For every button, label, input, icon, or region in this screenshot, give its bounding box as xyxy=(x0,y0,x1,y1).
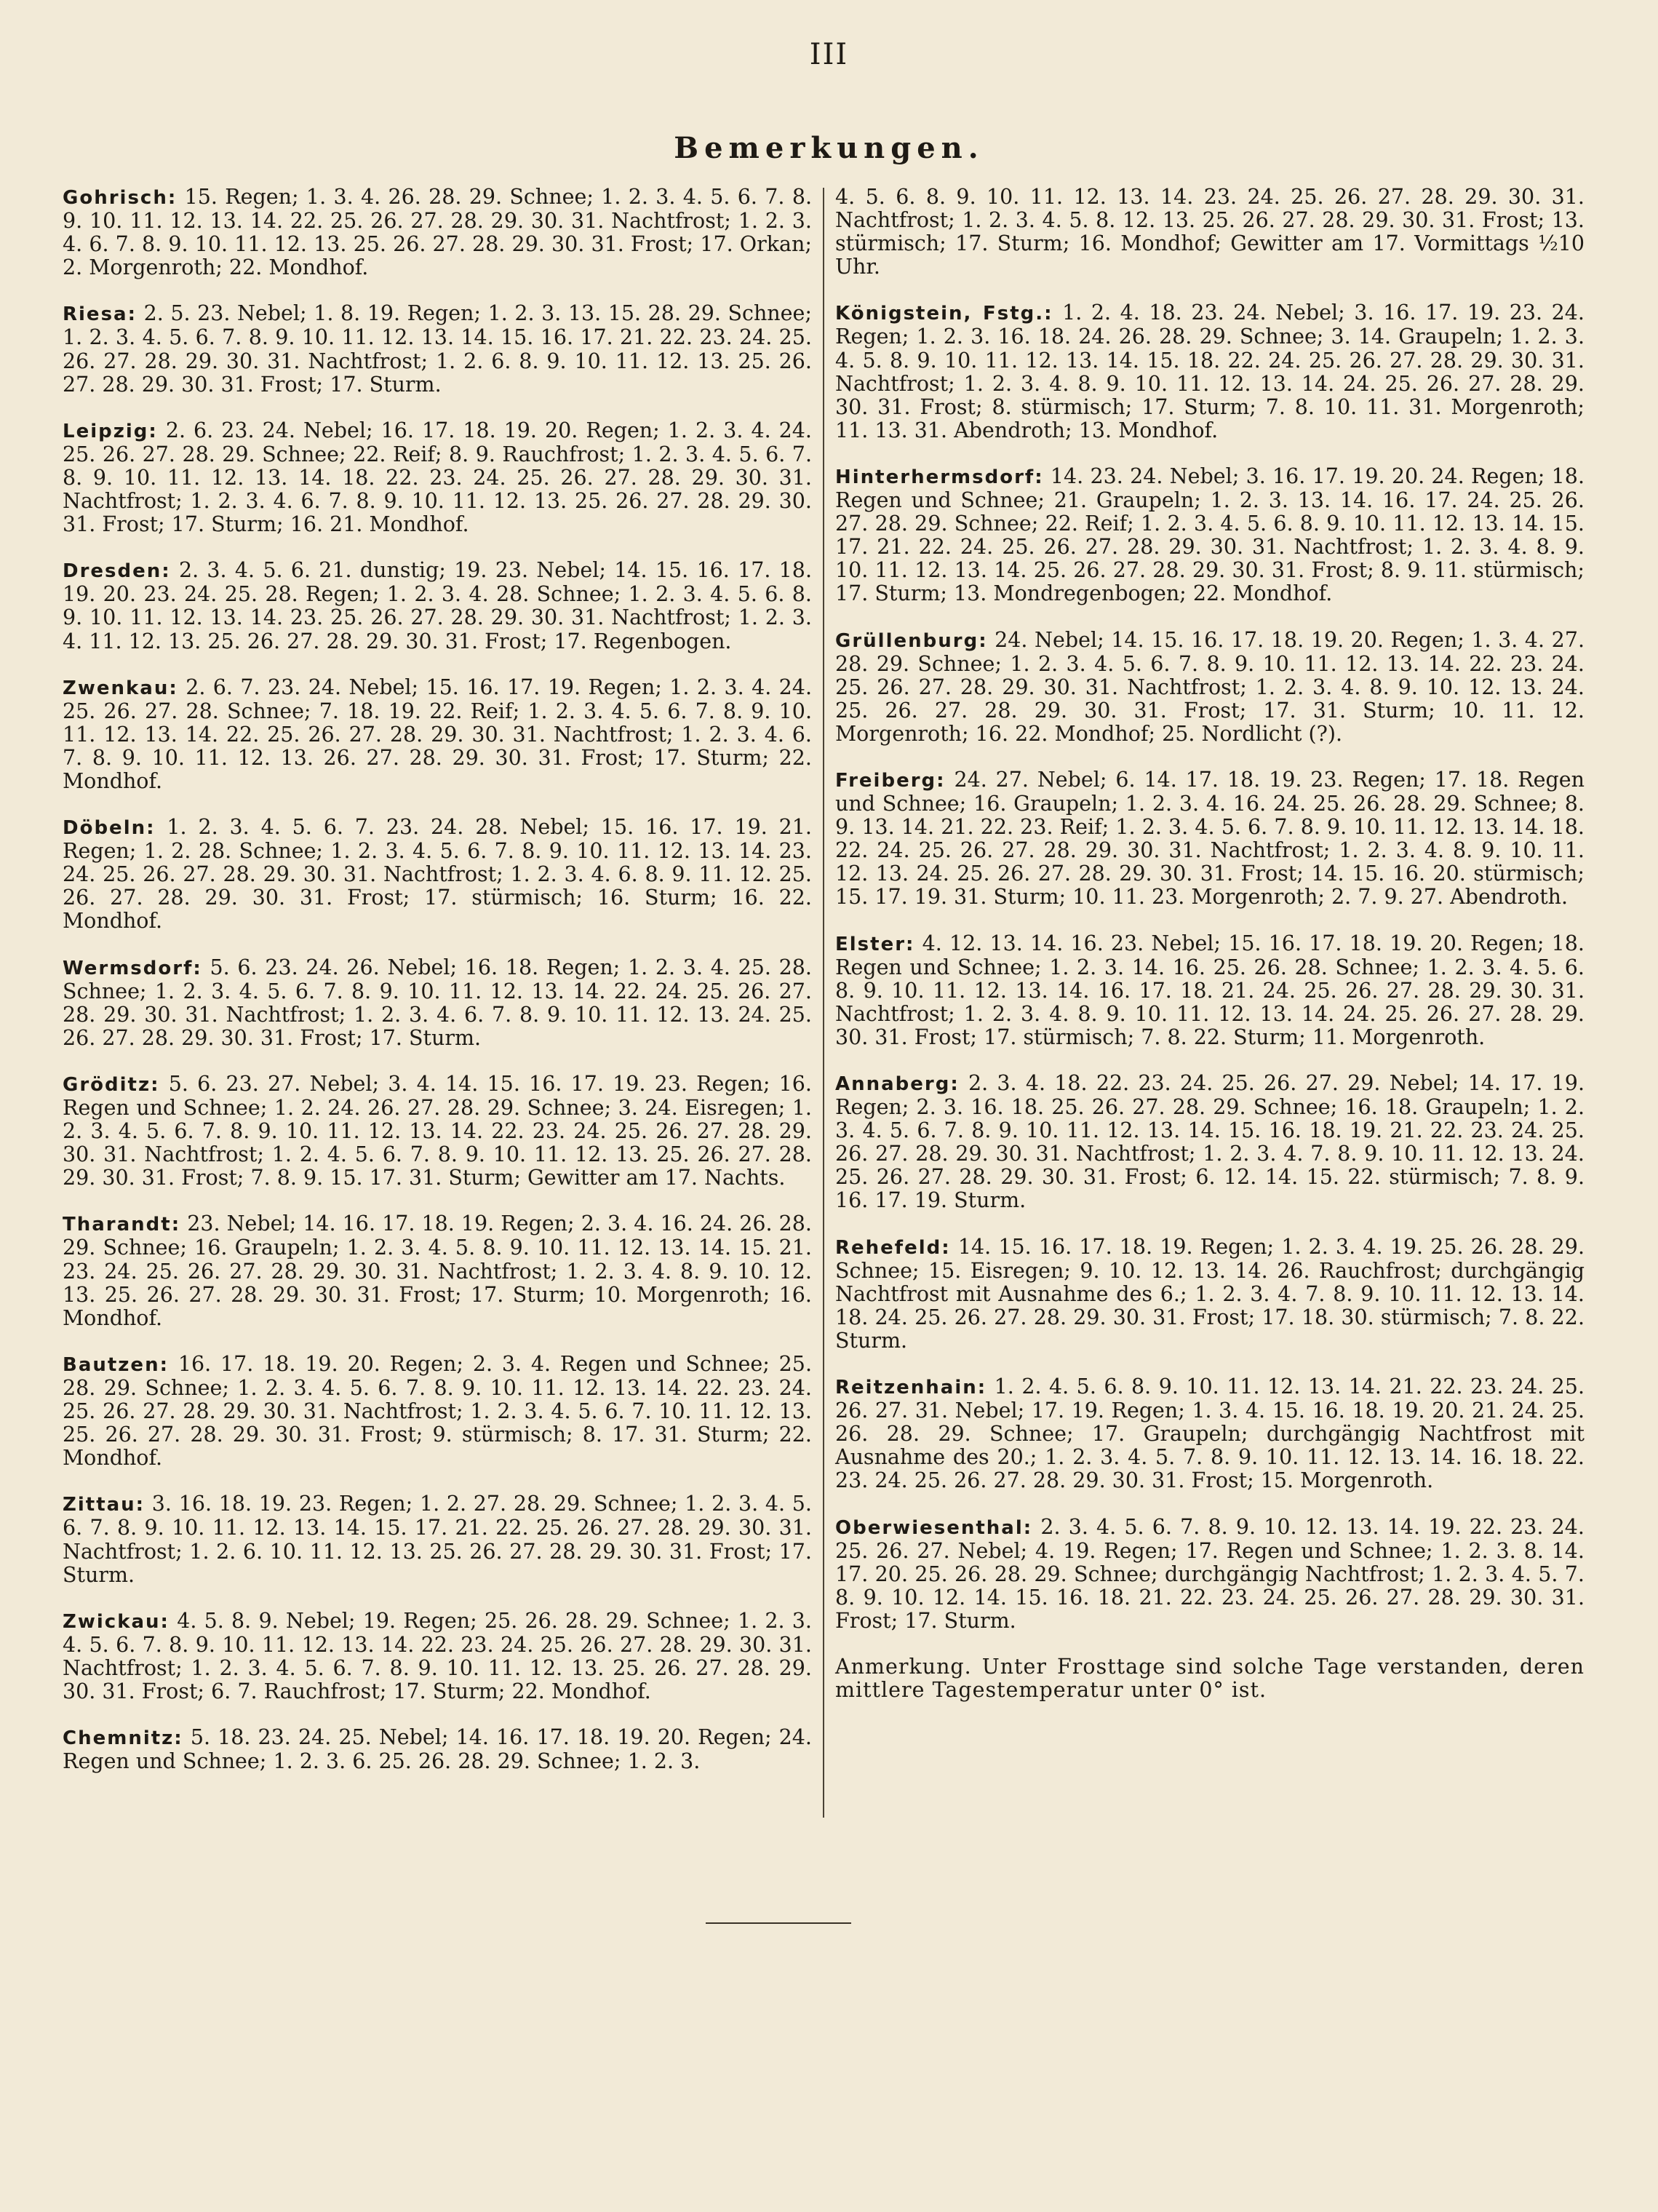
station-name: Leipzig: xyxy=(63,420,158,442)
station-entry-riesa xyxy=(63,302,812,396)
station-name: Reitzenhain: xyxy=(835,1377,987,1399)
station-name: Elster: xyxy=(835,933,915,955)
page-number: III xyxy=(809,38,849,71)
station-name: Zwickau: xyxy=(63,1610,170,1633)
station-remarks: 16. 17. 18. 19. 20. Regen; 2. 3. 4. Regen und Schnee; 25. 28. 29. Schnee; 1. 2. 3. 4. 5. 6. 7. 8. 9. 10. 11. 12. 13. 14. 22. 23. 24. 25. 26. 27. 28. 29. 30. 31. Nachtfrost; 1. 2. 3. 4. 5. 6. 7. 10. 11. 12. 13. 25. 26. 27. 28. 29. 30. 31. Frost; 9. stürmisch; 8. 17. 31. Sturm; 22. Mondhof. xyxy=(63,1351,813,1471)
station-entry-zwickau xyxy=(63,1610,812,1703)
station-entry-reitzenhain xyxy=(835,1375,1585,1492)
chemnitz-continuation: 4. 5. 6. 8. 9. 10. 11. 12. 13. 14. 23. 24. 25. 26. 27. 28. 29. 30. 31. Nachtfrost; 1. 2. 3. 4. 5. 8. 12. 13. 25. 26. 27. 28. 29. 30. 31. Frost; 13. stürmisch; 17. Sturm; 16. Mondhof; Gewitter am 17. Vormittags ½10 Uhr. xyxy=(835,185,1585,279)
station-remarks: 14. 15. 16. 17. 18. 19. Regen; 1. 2. 3. 4. 19. 25. 26. 28. 29. Schnee; 15. Eisregen; 9. 10. 12. 13. 14. 26. Rauchfrost; durchgängig Nachtfrost mit Ausnahme des 6.; 1. 2. 3. 4. 7. 8. 9. 10. 11. 12. 13. 14. 18. 24. 25. 26. 27. 28. 29. 30. 31. Frost; 17. 18. 30. stürmisch; 7. 8. 22. Sturm. xyxy=(835,1234,1585,1353)
station-remarks: 4. 5. 8. 9. Nebel; 19. Regen; 25. 26. 28. 29. Schnee; 1. 2. 3. 4. 5. 6. 7. 8. 9. 10. 11. 12. 13. 14. 22. 23. 24. 25. 26. 27. 28. 29. 30. 31. Nachtfrost; 1. 2. 3. 4. 5. 6. 7. 8. 9. 10. 11. 12. 13. 25. 26. 27. 28. 29. 30. 31. Frost; 6. 7. Rauchfrost; 17. Sturm; 22. Mondhof. xyxy=(63,1608,812,1703)
station-remarks: 1. 2. 4. 18. 23. 24. Nebel; 3. 16. 17. 19. 23. 24. Regen; 1. 2. 3. 16. 18. 24. 26. 28. 29. Schnee; 3. 14. Graupeln; 1. 2. 3. 4. 5. 8. 9. 10. 11. 12. 13. 14. 15. 18. 22. 24. 25. 26. 27. 28. 29. 30. 31. Nachtfrost; 1. 2. 3. 4. 8. 9. 10. 11. 12. 13. 14. 24. 25. 26. 27. 28. 29. 30. 31. Frost; 8. stürmisch; 17. Sturm; 7. 8. 10. 11. 31. Morgenroth; 11. 13. 31. Abendroth; 13. Mondhof. xyxy=(835,301,1585,442)
station-entry-gruellenburg xyxy=(835,629,1585,746)
station-entry-bautzen xyxy=(63,1353,812,1470)
bottom-rule xyxy=(706,1922,851,1924)
station-remarks: 5. 6. 23. 24. 26. Nebel; 16. 18. Regen; 1. 2. 3. 4. 25. 28. Schnee; 1. 2. 3. 4. 5. 6. 7. 8. 9. 10. 11. 12. 13. 14. 22. 24. 25. 26. 27. 28. 29. 30. 31. Nachtfrost; 1. 2. 3. 4. 6. 7. 8. 9. 10. 11. 12. 13. 24. 25. 26. 27. 28. 29. 30. 31. Frost; 17. Sturm. xyxy=(63,955,812,1050)
station-entry-hinterhermsdorf xyxy=(835,465,1585,606)
station-name: Rehefeld: xyxy=(835,1236,951,1259)
station-name: Annaberg: xyxy=(835,1073,960,1095)
station-entry-zittau xyxy=(63,1492,812,1586)
station-name: Döbeln: xyxy=(63,817,156,840)
column-divider xyxy=(823,188,824,1818)
station-name: Königstein, Fstg.: xyxy=(835,303,1053,325)
footnote: Anmerkung. Unter Frosttage sind solche Tage verstanden, deren mittlere Tagestemperatur unter 0° ist. xyxy=(835,1654,1585,1703)
station-entry-gohrisch xyxy=(63,186,812,279)
station-name: Zwenkau: xyxy=(63,677,178,699)
station-name: Tharandt: xyxy=(63,1214,181,1236)
station-entry-freiberg xyxy=(835,768,1585,910)
station-remarks: 14. 23. 24. Nebel; 3. 16. 17. 19. 20. 24. Regen; 18. Regen und Schnee; 21. Graupeln; 1. 2. 3. 13. 14. 16. 17. 24. 25. 26. 27. 28. 29. Schnee; 22. Reif; 1. 2. 3. 4. 5. 6. 8. 9. 10. 11. 12. 13. 14. 15. 17. 21. 22. 24. 25. 26. 27. 28. 29. 30. 31. Nachtfrost; 1. 2. 3. 4. 8. 9. 10. 11. 12. 13. 14. 25. 26. 27. 28. 29. 30. 31. Frost; 8. 9. 11. stürmisch; 17. Sturm; 13. Mondregenbogen; 22. Mondhof. xyxy=(835,464,1585,606)
station-name: Riesa: xyxy=(63,303,137,326)
station-entry-annaberg xyxy=(835,1072,1585,1213)
station-name: Bautzen: xyxy=(63,1353,169,1376)
station-name: Oberwiesenthal: xyxy=(835,1516,1033,1539)
station-remarks: 24. Nebel; 14. 15. 16. 17. 18. 19. 20. Regen; 1. 3. 4. 27. 28. 29. Schnee; 1. 2. 3. 4. 5. 6. 7. 8. 9. 10. 11. 12. 13. 14. 22. 23. 24. 25. 26. 27. 28. 29. 30. 31. Nachtfrost; 1. 2. 3. 4. 8. 9. 10. 12. 13. 24. 25. 26. 27. 28. 29. 30. 31. Frost; 17. 31. Sturm; 10. 11. 12. Morgenroth; 16. 22. Mondhof; 25. Nordlicht (?). xyxy=(835,627,1585,746)
station-entry-koenigstein xyxy=(835,301,1585,442)
station-entry-groeditz xyxy=(63,1073,812,1190)
station-entry-elster xyxy=(835,932,1585,1049)
station-remarks: 15. Regen; 1. 3. 4. 26. 28. 29. Schnee; 1. 2. 3. 4. 5. 6. 7. 8. 9. 10. 11. 12. 13. 14. 22. 25. 26. 27. 28. 29. 30. 31. Nachtfrost; 1. 2. 3. 4. 6. 7. 8. 9. 10. 11. 12. 13. 25. 26. 27. 28. 29. 30. 31. Frost; 17. Orkan; 2. Morgenroth; 22. Mondhof. xyxy=(63,185,813,280)
station-entry-wermsdorf xyxy=(63,956,812,1050)
station-remarks: 3. 16. 18. 19. 23. Regen; 1. 2. 27. 28. 29. Schnee; 1. 2. 3. 4. 5. 6. 7. 8. 9. 10. 11. 12. 13. 14. 15. 17. 21. 22. 25. 26. 27. 28. 29. 30. 31. Nachtfrost; 1. 2. 6. 10. 11. 12. 13. 25. 26. 27. 28. 29. 30. 31. Frost; 17. Sturm. xyxy=(63,1492,812,1587)
station-remarks: 4. 12. 13. 14. 16. 23. Nebel; 15. 16. 17. 18. 19. 20. Regen; 18. Regen und Schnee; 1. 2. 3. 14. 16. 25. 26. 28. Schnee; 1. 2. 3. 4. 5. 6. 8. 9. 10. 11. 12. 13. 14. 16. 17. 18. 21. 24. 25. 26. 27. 28. 29. 30. 31. Nachtfrost; 1. 2. 3. 4. 8. 9. 10. 11. 12. 13. 14. 24. 25. 26. 27. 28. 29. 30. 31. Frost; 17. stürmisch; 7. 8. 22. Sturm; 11. Morgenroth. xyxy=(835,931,1585,1049)
station-name: Wermsdorf: xyxy=(63,957,202,979)
page-title: Bemerkungen. xyxy=(674,131,984,165)
station-name: Gohrisch: xyxy=(63,187,178,209)
right-column xyxy=(835,186,1585,1723)
station-entry-dresden xyxy=(63,559,812,653)
station-name: Grüllenburg: xyxy=(835,629,988,652)
station-name: Hinterhermsdorf: xyxy=(835,466,1044,488)
station-remarks: 5. 18. 23. 24. 25. Nebel; 14. 16. 17. 18. 19. 20. Regen; 24. Regen und Schnee; 1. 2. 3. 6. 25. 26. 28. 29. Schnee; 1. 2. 3. xyxy=(63,1725,812,1774)
left-column xyxy=(63,186,812,1796)
station-remarks: 2. 6. 23. 24. Nebel; 16. 17. 18. 19. 20. Regen; 1. 2. 3. 4. 24. 25. 26. 27. 28. 29. Schnee; 22. Reif; 8. 9. Rauchfrost; 1. 2. 3. 4. 5. 6. 7. 8. 9. 10. 11. 12. 13. 14. 18. 22. 23. 24. 25. 26. 27. 28. 29. 30. 31. Nachtfrost; 1. 2. 3. 4. 6. 7. 8. 9. 10. 11. 12. 13. 25. 26. 27. 28. 29. 30. 31. Frost; 17. Sturm; 16. 21. Mondhof. xyxy=(63,418,812,537)
station-entry-oberwiesenthal xyxy=(835,1516,1585,1633)
station-name: Gröditz: xyxy=(63,1073,160,1096)
station-entry-chemnitz xyxy=(63,1726,812,1773)
station-entry-zwenkau xyxy=(63,676,812,793)
station-remarks: 2. 3. 4. 5. 6. 21. dunstig; 19. 23. Nebel; 14. 15. 16. 17. 18. 19. 20. 23. 24. 25. 28. Regen; 1. 2. 3. 4. 28. Schnee; 1. 2. 3. 4. 5. 6. 8. 9. 10. 11. 12. 13. 14. 23. 25. 26. 27. 28. 29. 30. 31. Nachtfrost; 1. 2. 3. 4. 11. 12. 13. 25. 26. 27. 28. 29. 30. 31. Frost; 17. Regenbogen. xyxy=(63,558,812,653)
station-name: Freiberg: xyxy=(835,769,946,792)
station-name: Dresden: xyxy=(63,560,171,583)
station-entry-tharandt xyxy=(63,1212,812,1329)
station-remarks: 2. 5. 23. Nebel; 1. 8. 19. Regen; 1. 2. 3. 13. 15. 28. 29. Schnee; 1. 2. 3. 4. 5. 6. 7. 8. 9. 10. 11. 12. 13. 14. 15. 16. 17. 21. 22. 23. 24. 25. 26. 27. 28. 29. 30. 31. Nachtfrost; 1. 2. 6. 8. 9. 10. 11. 12. 13. 25. 26. 27. 28. 29. 30. 31. Frost; 17. Sturm. xyxy=(63,301,813,397)
station-remarks: 2. 3. 4. 5. 6. 7. 8. 9. 10. 12. 13. 14. 19. 22. 23. 24. 25. 26. 27. Nebel; 4. 19. Regen; 17. Regen und Schnee; 1. 2. 3. 8. 14. 17. 20. 25. 26. 28. 29. Schnee; durchgängig Nachtfrost; 1. 2. 3. 4. 5. 7. 8. 9. 10. 12. 14. 15. 16. 18. 21. 22. 23. 24. 25. 26. 27. 28. 29. 30. 31. Frost; 17. Sturm. xyxy=(835,1514,1585,1633)
station-remarks: 5. 6. 23. 27. Nebel; 3. 4. 14. 15. 16. 17. 19. 23. Regen; 16. Regen und Schnee; 1. 2. 24. 26. 27. 28. 29. Schnee; 3. 24. Eisregen; 1. 2. 3. 4. 5. 6. 7. 8. 9. 10. 11. 12. 13. 14. 22. 23. 24. 25. 26. 27. 28. 29. 30. 31. Nachtfrost; 1. 2. 4. 5. 6. 7. 8. 9. 10. 11. 12. 13. 25. 26. 27. 28. 29. 30. 31. Frost; 7. 8. 9. 15. 17. 31. Sturm; Gewitter am 17. Nachts. xyxy=(63,1071,812,1190)
station-remarks: 23. Nebel; 14. 16. 17. 18. 19. Regen; 2. 3. 4. 16. 24. 26. 28. 29. Schnee; 16. Graupeln; 1. 2. 3. 4. 5. 8. 9. 10. 11. 12. 13. 14. 15. 21. 23. 24. 25. 26. 27. 28. 29. 30. 31. Nachtfrost; 1. 2. 3. 4. 8. 9. 10. 12. 13. 25. 26. 27. 28. 29. 30. 31. Frost; 17. Sturm; 10. Morgenroth; 16. Mondhof. xyxy=(63,1212,812,1330)
station-name: Zittau: xyxy=(63,1494,146,1516)
station-name: Chemnitz: xyxy=(63,1727,183,1750)
station-remarks: 1. 2. 3. 4. 5. 6. 7. 23. 24. 28. Nebel; 15. 16. 17. 19. 21. Regen; 1. 2. 28. Schnee; 1. 2. 3. 4. 5. 6. 7. 8. 9. 10. 11. 12. 13. 14. 23. 24. 25. 26. 27. 28. 29. 30. 31. Nachtfrost; 1. 2. 3. 4. 6. 8. 9. 11. 12. 25. 26. 27. 28. 29. 30. 31. Frost; 17. stürmisch; 16. Sturm; 16. 22. Mondhof. xyxy=(63,815,812,934)
station-entry-rehefeld xyxy=(835,1236,1585,1353)
station-remarks: 2. 6. 7. 23. 24. Nebel; 15. 16. 17. 19. Regen; 1. 2. 3. 4. 24. 25. 26. 27. 28. Schnee; 7. 18. 19. 22. Reif; 1. 2. 3. 4. 5. 6. 7. 8. 9. 10. 11. 12. 13. 14. 22. 25. 26. 27. 28. 29. 30. 31. Nachtfrost; 1. 2. 3. 4. 6. 7. 8. 9. 10. 11. 12. 13. 26. 27. 28. 29. 30. 31. Frost; 17. Sturm; 22. Mondhof. xyxy=(63,675,813,793)
station-remarks: 24. 27. Nebel; 6. 14. 17. 18. 19. 23. Regen; 17. 18. Regen und Schnee; 16. Graupeln; 1. 2. 3. 4. 16. 24. 25. 26. 28. 29. Schnee; 8. 9. 13. 14. 21. 22. 23. Reif; 1. 2. 3. 4. 5. 6. 7. 8. 9. 10. 11. 12. 13. 14. 18. 22. 24. 25. 26. 27. 28. 29. 30. 31. Nachtfrost; 1. 2. 3. 4. 8. 9. 10. 11. 12. 13. 24. 25. 26. 27. 28. 29. 30. 31. Frost; 14. 15. 16. 20. stürmisch; 15. 17. 19. 31. Sturm; 10. 11. 23. Morgenroth; 2. 7. 9. 27. Abendroth. xyxy=(835,767,1585,910)
station-remarks: 1. 2. 4. 5. 6. 8. 9. 10. 11. 12. 13. 14. 21. 22. 23. 24. 25. 26. 27. 31. Nebel; 17. 19. Regen; 1. 3. 4. 15. 16. 18. 19. 20. 21. 24. 25. 26. 28. 29. Schnee; 17. Graupeln; durchgängig Nachtfrost mit Ausnahme des 20.; 1. 2. 3. 4. 5. 7. 8. 9. 10. 11. 12. 13. 14. 16. 18. 22. 23. 24. 25. 26. 27. 28. 29. 30. 31. Frost; 15. Morgenroth. xyxy=(835,1374,1585,1493)
station-remarks: 2. 3. 4. 18. 22. 23. 24. 25. 26. 27. 29. Nebel; 14. 17. 19. Regen; 2. 3. 16. 18. 25. 26. 27. 28. 29. Schnee; 16. 18. Graupeln; 1. 2. 3. 4. 5. 6. 7. 8. 9. 10. 11. 12. 13. 14. 15. 16. 18. 19. 21. 22. 23. 24. 25. 26. 27. 28. 29. 30. 31. Nachtfrost; 1. 2. 3. 4. 7. 8. 9. 10. 11. 12. 13. 24. 25. 26. 27. 28. 29. 30. 31. Frost; 6. 12. 14. 15. 22. stürmisch; 7. 8. 9. 16. 17. 19. Sturm. xyxy=(835,1071,1585,1213)
station-entry-doebeln xyxy=(63,816,812,933)
station-entry-leipzig xyxy=(63,419,812,536)
